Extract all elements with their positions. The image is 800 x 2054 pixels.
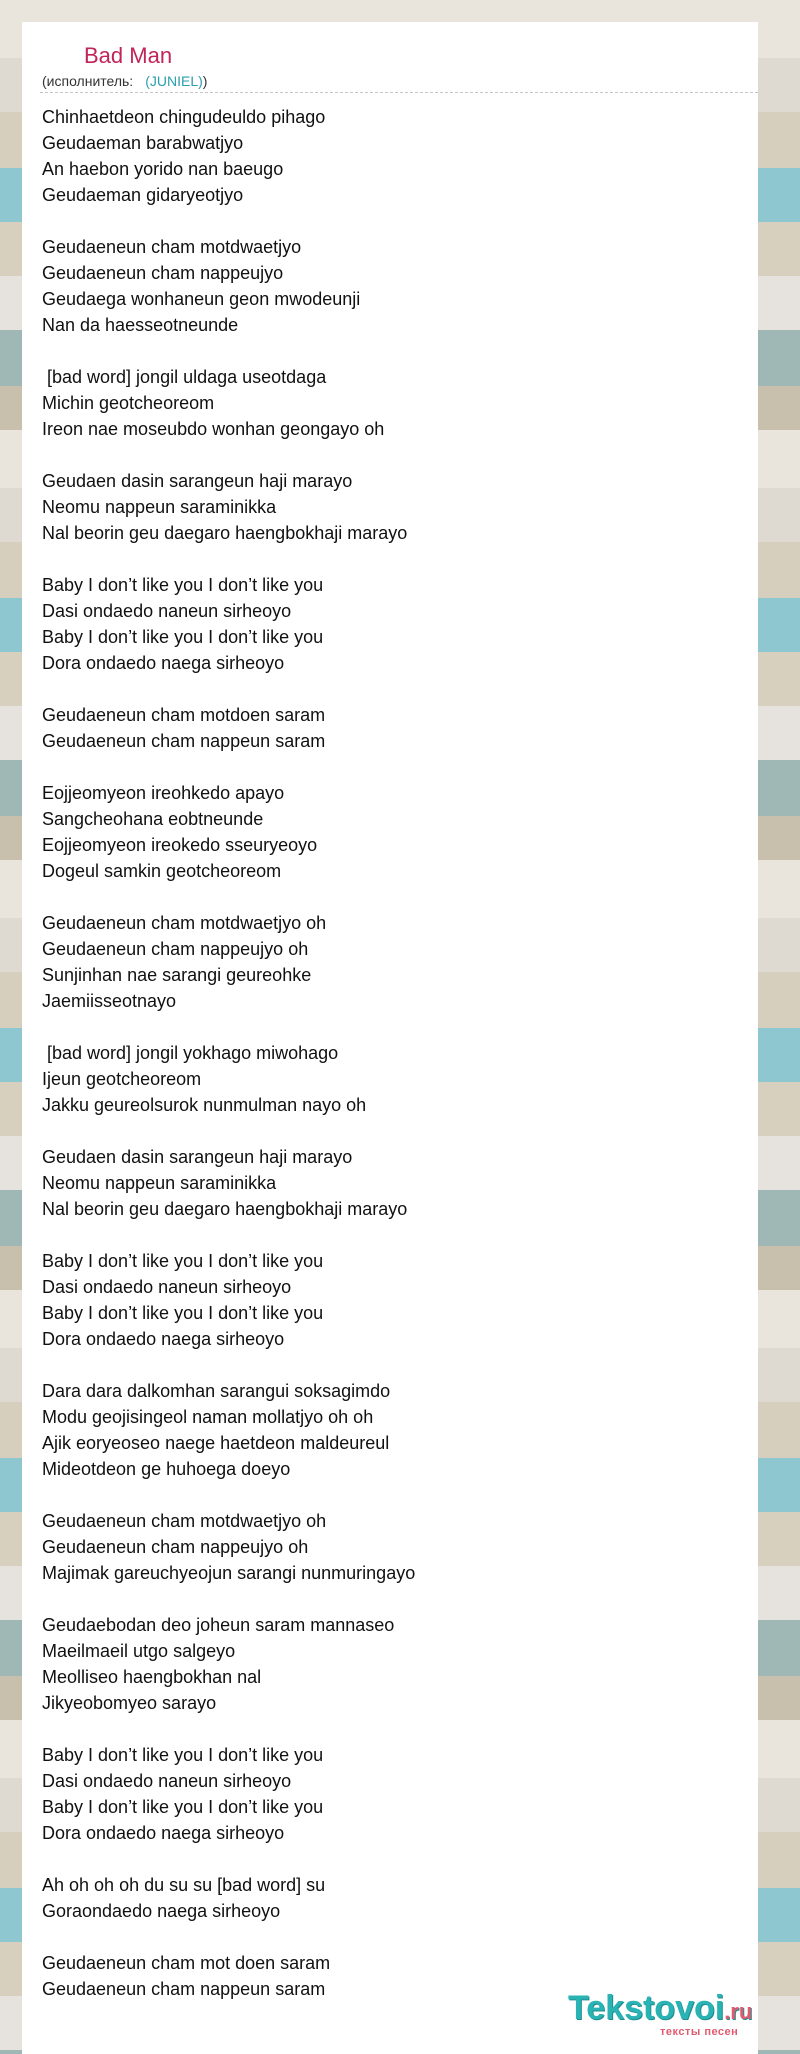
logo-tld: .ru xyxy=(724,1999,753,2024)
lyrics-stanza xyxy=(42,702,742,754)
lyric-line: Geudaeneun cham motdwaetjyo xyxy=(42,237,302,257)
lyric-line: Meolliseo haengbokhan nal xyxy=(42,1667,262,1687)
lyric-line: Geudaega wonhaneun geon mwodeunji xyxy=(42,289,361,309)
lyric-line: Sunjinhan nae sarangi geureohke xyxy=(42,965,312,985)
lyric-line: Geudaen dasin sarangeun haji marayo xyxy=(42,1147,353,1167)
lyric-line: An haebon yorido nan baeugo xyxy=(42,159,284,179)
lyrics-stanza xyxy=(42,1508,742,1586)
lyric-line: Dara dara dalkomhan sarangui soksagimdo xyxy=(42,1381,391,1401)
lyric-line: Geudaeneun cham nappeujyo oh xyxy=(42,939,309,959)
lyric-line: Jakku geureolsurok nunmulman nayo oh xyxy=(42,1095,367,1115)
lyric-line: Nal beorin geu daegaro haengbokhaji marayo xyxy=(42,1199,408,1219)
header-divider xyxy=(40,92,758,93)
lyrics-stanza xyxy=(42,910,742,1014)
lyric-line: Nan da haesseotneunde xyxy=(42,315,239,335)
lyric-line: Maeilmaeil utgo salgeyo xyxy=(42,1641,236,1661)
song-title: Bad Man xyxy=(84,43,173,68)
lyric-line: Geudaeneun cham nappeun saram xyxy=(42,731,326,751)
lyric-line: Eojjeomyeon ireohkedo apayo xyxy=(42,783,285,803)
lyric-line: Ah oh oh oh du su su [bad word] su xyxy=(42,1875,326,1895)
lyric-line: Geudaeneun cham nappeun saram xyxy=(42,1979,326,1999)
lyric-line: Dogeul samkin geotcheoreom xyxy=(42,861,282,881)
lyric-line: Baby I don’t like you I don’t like you xyxy=(42,1797,324,1817)
lyrics-stanza xyxy=(42,364,742,442)
lyric-line: Jikyeobomyeo sarayo xyxy=(42,1693,217,1713)
site-logo[interactable] xyxy=(568,1990,788,2040)
logo-text xyxy=(568,1990,788,2030)
lyric-line: Geudaeman gidaryeotjyo xyxy=(42,185,244,205)
logo-tagline: тексты песен xyxy=(660,2026,739,2038)
lyric-line: Modu geojisingeol naman mollatjyo oh oh xyxy=(42,1407,374,1427)
lyrics-stanza xyxy=(42,1872,742,1924)
lyric-line: Baby I don’t like you I don’t like you xyxy=(42,1303,324,1323)
lyric-line: Geudaeneun cham nappeujyo xyxy=(42,263,284,283)
artist-line xyxy=(42,72,207,90)
lyric-line: Geudaeneun cham motdwaetjyo oh xyxy=(42,1511,327,1531)
lyric-line: Dora ondaedo naega sirheoyo xyxy=(42,1823,285,1843)
lyric-line: Geudaebodan deo joheun saram mannaseo xyxy=(42,1615,395,1635)
lyric-line: [bad word] jongil yokhago miwohago xyxy=(42,1043,339,1063)
lyrics-stanza xyxy=(42,572,742,676)
lyric-line: Neomu nappeun saraminikka xyxy=(42,497,277,517)
lyric-line: Jaemiisseotnayo xyxy=(42,991,177,1011)
lyric-line: Eojjeomyeon ireokedo sseuryeoyo xyxy=(42,835,318,855)
lyric-line: [bad word] jongil uldaga useotdaga xyxy=(42,367,327,387)
lyric-line: Baby I don’t like you I don’t like you xyxy=(42,575,324,595)
artist-prefix: (исполнитель: xyxy=(42,73,134,89)
lyric-line: Geudaeneun cham nappeujyo oh xyxy=(42,1537,309,1557)
lyrics-stanza xyxy=(42,1612,742,1716)
lyrics-stanza xyxy=(42,1742,742,1846)
lyrics-stanza xyxy=(42,1144,742,1222)
lyric-line: Majimak gareuchyeojun sarangi nunmuringayo xyxy=(42,1563,416,1583)
lyric-line: Dora ondaedo naega sirheoyo xyxy=(42,1329,285,1349)
lyrics-stanza xyxy=(42,1248,742,1352)
lyric-line: Nal beorin geu daegaro haengbokhaji marayo xyxy=(42,523,408,543)
lyrics-body xyxy=(42,104,742,2028)
lyrics-stanza xyxy=(42,468,742,546)
lyric-line: Dasi ondaedo naneun sirheoyo xyxy=(42,1771,292,1791)
lyrics-stanza xyxy=(42,1378,742,1482)
lyric-line: Baby I don’t like you I don’t like you xyxy=(42,627,324,647)
lyric-line: Ajik eoryeoseo naege haetdeon maldeureul xyxy=(42,1433,390,1453)
lyrics-stanza xyxy=(42,1040,742,1118)
lyric-line: Dora ondaedo naega sirheoyo xyxy=(42,653,285,673)
lyric-line: Ijeun geotcheoreom xyxy=(42,1069,202,1089)
lyric-line: Baby I don’t like you I don’t like you xyxy=(42,1251,324,1271)
lyric-line: Geudaen dasin sarangeun haji marayo xyxy=(42,471,353,491)
lyric-line: Sangcheohana eobtneunde xyxy=(42,809,264,829)
lyric-line: Neomu nappeun saraminikka xyxy=(42,1173,277,1193)
lyrics-stanza xyxy=(42,234,742,338)
logo-main: Tekstovoi xyxy=(568,1989,725,2027)
lyric-line: Ireon nae moseubdo wonhan geongayo oh xyxy=(42,419,385,439)
artist-link[interactable]: (JUNIEL) xyxy=(145,73,203,89)
lyric-line: Geudaeneun cham motdwaetjyo oh xyxy=(42,913,327,933)
lyric-line: Dasi ondaedo naneun sirheoyo xyxy=(42,1277,292,1297)
lyric-line: Dasi ondaedo naneun sirheoyo xyxy=(42,601,292,621)
lyrics-stanza xyxy=(42,104,742,208)
lyric-line: Geudaeneun cham mot doen saram xyxy=(42,1953,331,1973)
lyric-line: Chinhaetdeon chingudeuldo pihago xyxy=(42,107,326,127)
lyric-line: Geudaeman barabwatjyo xyxy=(42,133,244,153)
artist-suffix: ) xyxy=(202,73,208,89)
lyric-line: Mideotdeon ge huhoega doeyo xyxy=(42,1459,291,1479)
lyrics-stanza xyxy=(42,780,742,884)
lyric-line: Baby I don’t like you I don’t like you xyxy=(42,1745,324,1765)
lyric-line: Goraondaedo naega sirheoyo xyxy=(42,1901,281,1921)
lyric-line: Michin geotcheoreom xyxy=(42,393,215,413)
lyric-line: Geudaeneun cham motdoen saram xyxy=(42,705,326,725)
